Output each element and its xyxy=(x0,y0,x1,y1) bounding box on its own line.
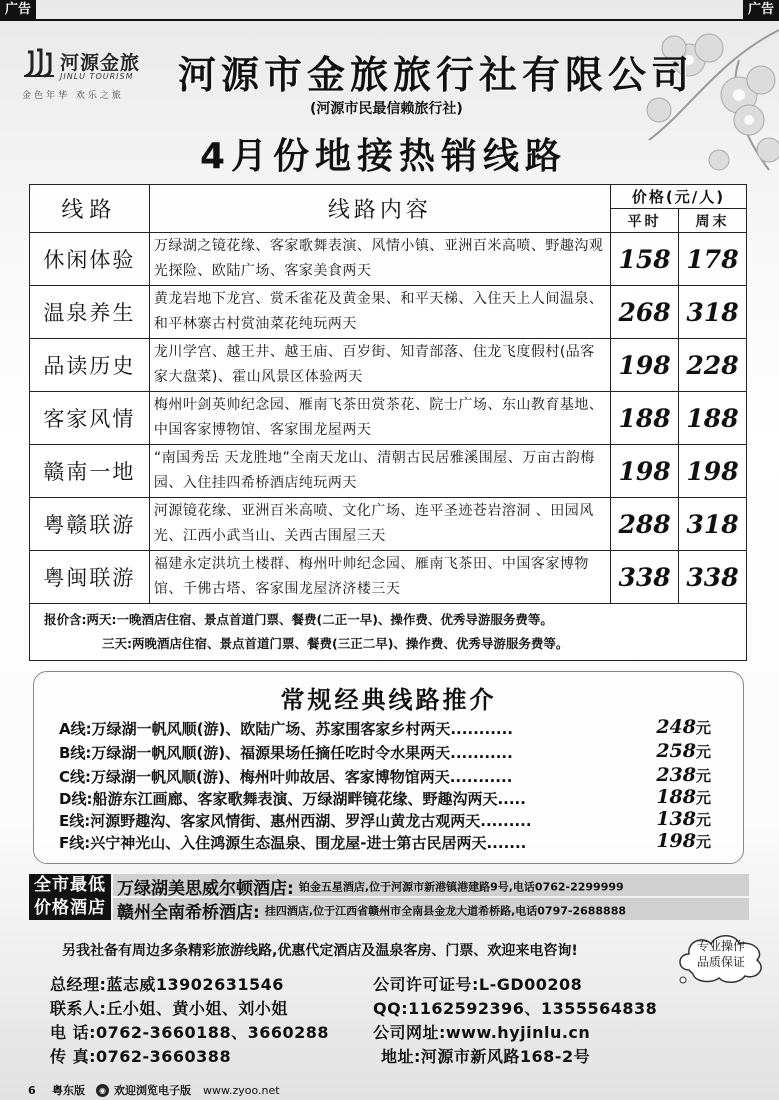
weekend-price: 198 xyxy=(679,445,747,498)
contact-website: 公司网址:www.hyjinlu.cn xyxy=(373,1023,591,1042)
weekend-price: 318 xyxy=(679,286,747,339)
logo-en: JINLU TOURISM xyxy=(60,72,134,81)
route-content: 福建永定洪坑土楼群、梅州叶帅纪念园、雁南飞茶田、中国客家博物馆、千佛古塔、客家围龙屋济济楼三天 xyxy=(149,551,610,604)
route-name: 赣南一地 xyxy=(30,445,150,498)
route-name: 客家风情 xyxy=(30,392,150,445)
tagline: (河源市民最信赖旅行社) xyxy=(310,101,463,117)
contact-phone: 电 话:0762-3660188、3660288 xyxy=(50,1023,330,1042)
classic-price-b xyxy=(656,740,711,762)
weekday-price: 158 xyxy=(611,233,679,286)
table-row xyxy=(30,286,747,339)
col-price-header: 价格(元/人) xyxy=(611,185,747,209)
weekend-price: 338 xyxy=(679,551,747,604)
routes-table xyxy=(29,184,747,661)
contact-qq: QQ:1162592396、1355564838 xyxy=(373,999,658,1018)
contact-address: 地址:河源市新风路168-2号 xyxy=(381,1047,591,1066)
company-logo xyxy=(18,44,168,100)
route-name: 粤赣联游 xyxy=(30,498,150,551)
contact-people: 联系人:丘小姐、黄小姐、刘小姐 xyxy=(50,999,288,1018)
weekday-price: 188 xyxy=(611,392,679,445)
classic-price-c xyxy=(656,764,711,786)
company-name: 河源市金旅旅行社有限公司 xyxy=(178,53,695,97)
footer-url[interactable]: www.zyoo.net xyxy=(203,1084,280,1097)
ad-label-right: 广告 xyxy=(743,0,779,20)
table-notes-row xyxy=(30,604,747,661)
hotel-desc: 铂金五星酒店,位于河源市新港镇港建路9号,电话0762-2299999 xyxy=(298,880,624,894)
badge-line1: 专业操作 xyxy=(696,939,745,953)
col-weekday-header: 平时 xyxy=(611,209,679,233)
weekday-price: 198 xyxy=(611,339,679,392)
promo-text: 另我社备有周边多条精彩旅游线路,优惠代定酒店及温泉客房、门票、欢迎来电咨询! xyxy=(62,943,578,959)
route-content: 黄龙岩地下龙宫、赏禾雀花及黄金果、和平天梯、入住天上人间温泉、和平林寨古村赏油菜花纯玩两天 xyxy=(149,286,610,339)
table-row xyxy=(30,445,747,498)
hotel-desc: 挂四酒店,位于江西省赣州市全南县金龙大道希桥路,电话0797-2688888 xyxy=(264,904,627,918)
route-name: 温泉养生 xyxy=(30,286,150,339)
hotel-label-line1: 全市最低 xyxy=(34,875,106,895)
table-row xyxy=(30,392,747,445)
classic-price-e xyxy=(656,808,711,830)
col-route-header: 线路 xyxy=(30,185,150,233)
weekday-price: 338 xyxy=(611,551,679,604)
badge-text xyxy=(675,938,767,970)
table-row xyxy=(30,339,747,392)
table-row xyxy=(30,233,747,286)
page-number: 6 xyxy=(28,1084,36,1097)
price-value: 248 xyxy=(656,716,696,738)
route-name: 品读历史 xyxy=(30,339,150,392)
contact-fax: 传 真:0762-3660388 xyxy=(50,1047,232,1066)
table-header-row xyxy=(30,185,747,209)
badge-line2: 品质保证 xyxy=(696,955,745,969)
hotel-row xyxy=(113,874,749,896)
publication-logo-icon: ◉ xyxy=(96,1084,109,1097)
logo-slogan: 金色年华 欢乐之旅 xyxy=(22,91,124,101)
route-content: 龙川学宫、越王井、越王庙、百岁街、知青部落、住龙飞度假村(品客家大盘菜)、霍山风景区体验两天 xyxy=(149,339,610,392)
weekend-price: 318 xyxy=(679,498,747,551)
ad-label-left: 广告 xyxy=(0,0,36,20)
classic-line-d: D线:船游东江画廊、客家歌舞表演、万绿湖畔镜花缘、野趣沟两天..... xyxy=(59,790,526,808)
classic-line-e: E线:河源野趣沟、客家风情街、惠州西湖、罗浮山黄龙古观两天......... xyxy=(59,812,532,830)
headline: 4月份地接热销线路 xyxy=(200,136,568,177)
logo-mark-icon xyxy=(24,48,54,78)
table-row xyxy=(30,551,747,604)
classic-line-c: C线:万绿湖一帆风顺(游)、梅州叶帅故居、客家博物馆两天........... xyxy=(59,768,513,786)
welcome-text: 欢迎浏览电子版 xyxy=(114,1084,191,1097)
route-name: 粤闽联游 xyxy=(30,551,150,604)
price-unit: 元 xyxy=(695,811,711,829)
price-unit: 元 xyxy=(695,767,711,785)
hotel-label xyxy=(29,874,111,920)
classic-line-a: A线:万绿湖一帆风顺(游)、欧陆广场、苏家围客家乡村两天........... xyxy=(59,720,514,738)
route-content: 河源镜花缘、亚洲百米高喷、文化广场、连平圣迹苍岩溶洞 、田园风光、江西小武当山、关西古围屋三天 xyxy=(149,498,610,551)
route-name: 休闲体验 xyxy=(30,233,150,286)
table-row xyxy=(30,498,747,551)
contact-manager: 总经理:蓝志威13902631546 xyxy=(50,975,284,994)
price-value: 258 xyxy=(656,740,696,762)
weekday-price: 268 xyxy=(611,286,679,339)
route-content: 万绿湖之镜花缘、客家歌舞表演、风情小镇、亚洲百米高喷、野趣沟观光探险、欧陆广场、客家美食两天 xyxy=(149,233,610,286)
hotel-name: 万绿湖美思威尔顿酒店: xyxy=(117,879,294,896)
hotel-label-line2: 价格酒店 xyxy=(34,898,106,918)
price-unit: 元 xyxy=(695,833,711,851)
classic-price-a xyxy=(656,716,711,738)
price-value: 238 xyxy=(656,764,696,786)
weekday-price: 198 xyxy=(611,445,679,498)
contact-license: 公司许可证号:L-GD00208 xyxy=(373,975,583,994)
classic-line-b: B线:万绿湖一帆风顺(游)、福源果场任摘任吃时令水果两天........... xyxy=(59,744,513,762)
classic-price-d xyxy=(656,786,711,808)
route-content: 梅州叶剑英帅纪念园、雁南飞茶田赏茶花、院士广场、东山教育基地、中国客家博物馆、客家围龙屋两天 xyxy=(149,392,610,445)
weekend-price: 228 xyxy=(679,339,747,392)
classic-price-f xyxy=(656,830,711,852)
classic-routes-box xyxy=(33,671,744,864)
col-weekend-header: 周末 xyxy=(679,209,747,233)
classic-routes-title: 常规经典线路推介 xyxy=(280,686,497,714)
weekday-price: 288 xyxy=(611,498,679,551)
price-unit: 元 xyxy=(695,743,711,761)
route-content: “南国秀岳 天龙胜地”全南天龙山、清朝古民居雅溪围屋、万亩古韵梅园、入住挂四希桥酒店纯玩两天 xyxy=(149,445,610,498)
edition-label: 粤东版 xyxy=(52,1084,85,1097)
classic-line-f: F线:兴宁神光山、入住鸿源生态温泉、围龙屋-进士第古民居两天....... xyxy=(59,834,527,852)
hotel-row xyxy=(113,898,749,920)
col-content-header: 线路内容 xyxy=(149,185,610,233)
footer-bar xyxy=(0,1081,779,1100)
price-note-three-day: 三天:两晚酒店住宿、景点首道门票、餐费(三正二早)、操作费、优秀导游服务费等。 xyxy=(102,636,569,651)
hotel-name: 赣州全南希桥酒店: xyxy=(117,903,260,920)
price-note-two-day: 报价含:两天:一晚酒店住宿、景点首道门票、餐费(二正一早)、操作费、优秀导游服务费等。 xyxy=(44,612,553,627)
logo-cn: 河源金旅 xyxy=(60,52,141,74)
price-value: 138 xyxy=(656,808,696,830)
price-value: 188 xyxy=(656,786,696,808)
weekend-price: 188 xyxy=(679,392,747,445)
price-includes-notes xyxy=(30,604,747,661)
price-unit: 元 xyxy=(695,789,711,807)
weekend-price: 178 xyxy=(679,233,747,286)
price-value: 198 xyxy=(656,830,696,852)
price-unit: 元 xyxy=(695,719,711,737)
